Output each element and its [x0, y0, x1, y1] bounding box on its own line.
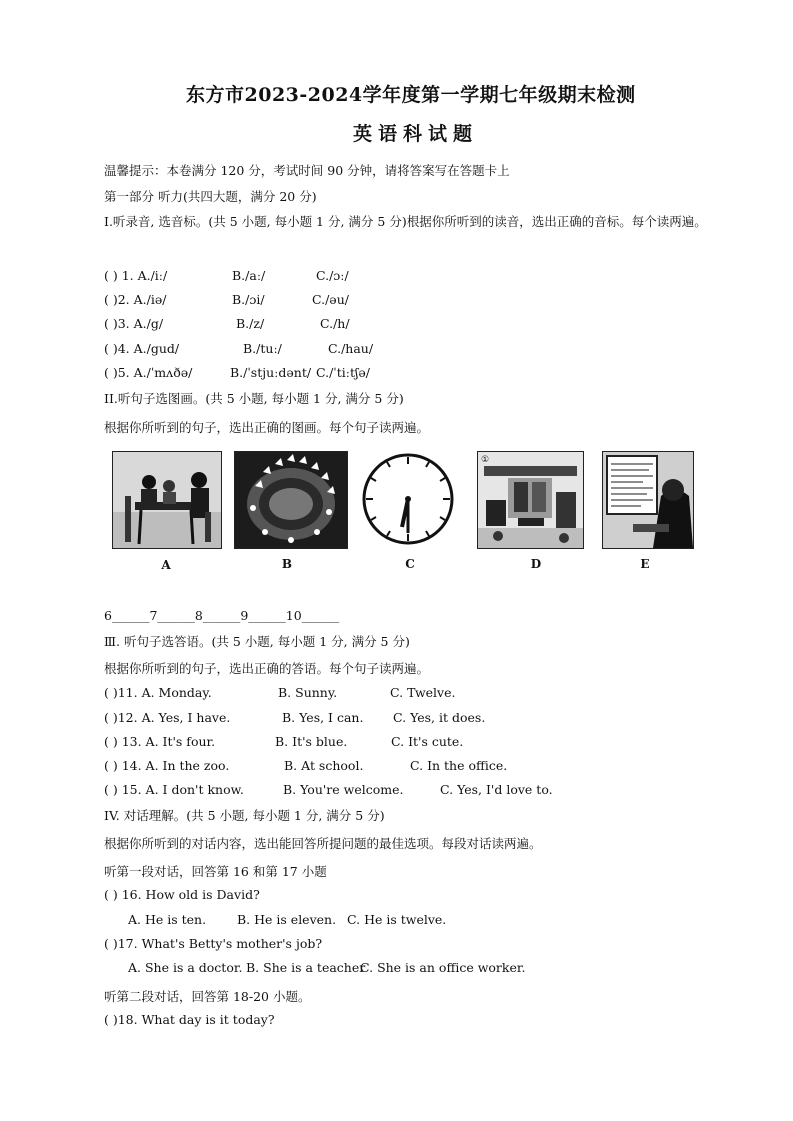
page-title: 东方市2023-2024学年度第一学期七年级期末检测: [186, 84, 636, 106]
q4-option-c: C./hau/: [328, 341, 374, 356]
q16-stem: ( ) 16. How old is David?: [104, 887, 260, 902]
q17-option-c: C. She is an office worker.: [360, 960, 526, 975]
q16-option-b: B. He is eleven.: [237, 912, 337, 927]
q3-option-c: C./h/: [320, 316, 350, 331]
q1-option-a: ( ) 1. A./iː/: [104, 268, 168, 283]
section4-heading: IV. 对话理解。(共 5 小题, 每小题 1 分, 满分 5 分): [104, 808, 385, 823]
q11-option-b: B. Sunny.: [278, 685, 338, 700]
answer-blanks-6-10[interactable]: 6______7______8______9______10______: [104, 608, 340, 623]
q3-option-b: B./z/: [236, 316, 265, 331]
section3-heading: Ⅲ. 听句子选答语。(共 5 小题, 每小题 1 分, 满分 5 分): [104, 634, 410, 649]
svg-text:①: ①: [481, 455, 490, 465]
section2-instruction: 根据你所听到的句子，选出正确的图画。每个句子读两遍。: [104, 420, 430, 435]
q11-option-a: ( )11. A. Monday.: [104, 685, 212, 700]
q2-option-c: C./əu/: [312, 292, 349, 307]
picture-a-family-table: [112, 451, 222, 549]
picture-label-d: D: [530, 557, 542, 571]
q5-option-c: C./ˈtiːtʃə/: [316, 365, 370, 380]
q14-option-c: C. In the office.: [410, 758, 508, 773]
picture-b-birthday-cake: [234, 451, 348, 549]
section3-instruction: 根据你所听到的句子，选出正确的答语。每个句子读两遍。: [104, 661, 430, 676]
picture-label-e: E: [640, 557, 650, 571]
q2-option-b: B./ɔi/: [232, 292, 265, 307]
notice-text: 温馨提示：本卷满分 120 分，考试时间 90 分钟，请将答案写在答题卡上: [104, 163, 510, 178]
q13-option-a: ( ) 13. A. It's four.: [104, 734, 216, 749]
q5-option-a: ( )5. A./ˈmʌðə/: [104, 365, 193, 380]
q17-stem: ( )17. What's Betty's mother's job?: [104, 936, 323, 951]
section1-heading: I.听录音, 选音标。(共 5 小题, 每小题 1 分, 满分 5 分)根据你所听到的读音，选出正确的音标。每个读两遍。: [104, 214, 707, 229]
q12-option-c: C. Yes, it does.: [393, 710, 486, 725]
q12-option-b: B. Yes, I can.: [282, 710, 364, 725]
q2-option-a: ( )2. A./iə/: [104, 292, 167, 307]
q18-stem: ( )18. What day is it today?: [104, 1012, 275, 1027]
picture-label-a: A: [161, 558, 171, 572]
q11-option-c: C. Twelve.: [390, 685, 456, 700]
q14-option-a: ( ) 14. A. In the zoo.: [104, 758, 230, 773]
picture-d-office-room: [477, 451, 584, 549]
q15-option-c: C. Yes, I'd love to.: [440, 782, 553, 797]
q15-option-b: B. You're welcome.: [283, 782, 404, 797]
q4-option-a: ( )4. A./gud/: [104, 341, 180, 356]
section4-instruction: 根据你所听到的对话内容，选出能回答所提问题的最佳选项。每段对话读两遍。: [104, 836, 542, 851]
q15-option-a: ( ) 15. A. I don't know.: [104, 782, 244, 797]
q4-option-b: B./tuː/: [243, 341, 282, 356]
q12-option-a: ( )12. A. Yes, I have.: [104, 710, 231, 725]
q16-option-c: C. He is twelve.: [347, 912, 447, 927]
q1-option-c: C./ɔː/: [316, 268, 349, 283]
q3-option-a: ( )3. A./g/: [104, 316, 164, 331]
page-subtitle: 英语科试题: [353, 123, 479, 145]
dialog2-label: 听第二段对话，回答第 18-20 小题。: [104, 989, 311, 1004]
part1-heading: 第一部分 听力(共四大题，满分 20 分): [104, 189, 317, 204]
q5-option-b: B./ˈstjuːdənt/: [230, 365, 312, 380]
q1-option-b: B./aː/: [232, 268, 266, 283]
q16-option-a: A. He is ten.: [128, 912, 207, 927]
picture-label-c: C: [405, 557, 415, 571]
picture-label-b: B: [281, 557, 293, 571]
section2-heading: II.听句子选图画。(共 5 小题, 每小题 1 分, 满分 5 分): [104, 391, 404, 406]
picture-c-clock: [356, 451, 460, 547]
q13-option-c: C. It's cute.: [391, 734, 464, 749]
q17-option-b: B. She is a teacher: [246, 960, 366, 975]
dialog1-label: 听第一段对话，回答第 16 和第 17 小题: [104, 864, 327, 879]
picture-e-computer-user: [602, 451, 694, 549]
q17-option-a: A. She is a doctor.: [128, 960, 243, 975]
q14-option-b: B. At school.: [284, 758, 364, 773]
q13-option-b: B. It's blue.: [275, 734, 348, 749]
